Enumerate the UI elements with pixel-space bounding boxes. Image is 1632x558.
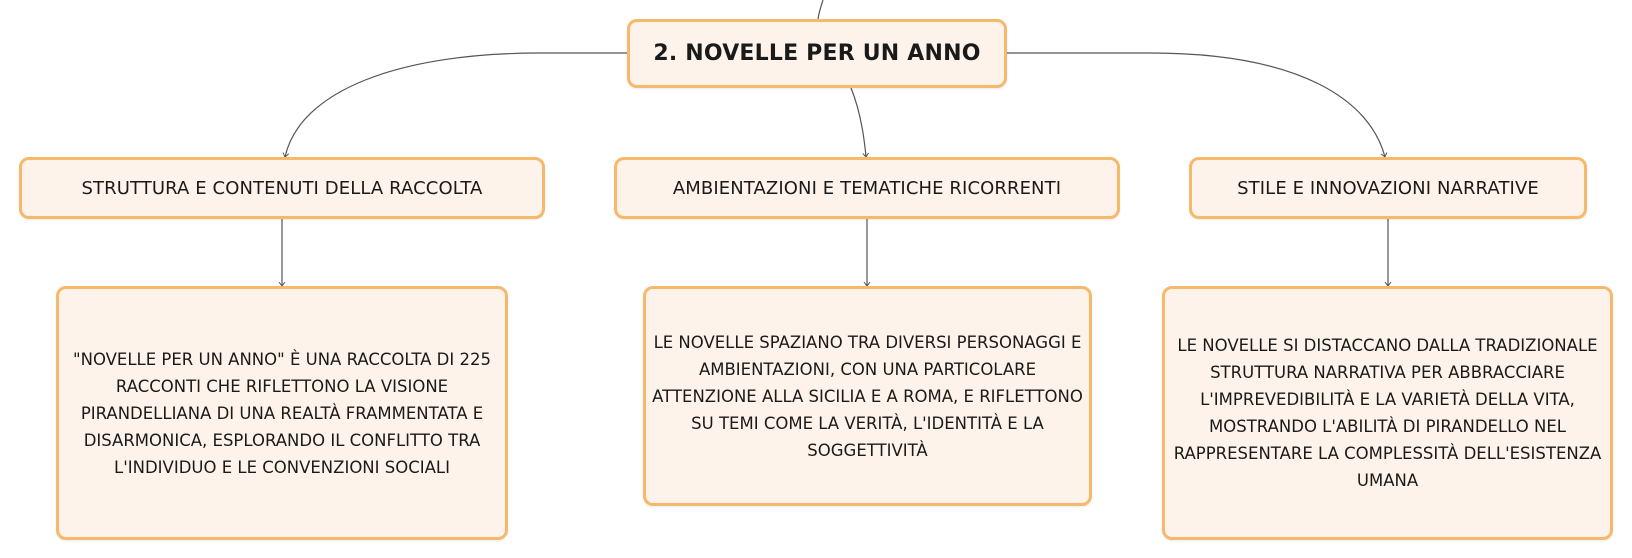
- branch-node-settings-themes[interactable]: [614, 157, 1120, 219]
- detail-node-text: LE NOVELLE SI DISTACCANO DALLA TRADIZIONALE STRUTTURA NARRATIVA PER ABBRACCIARE L'IMPREVEDIBILITÀ E LA VARIETÀ DELLA VITA, MOSTRANDO L'ABILITÀ DI PIRANDELLO NEL RAPPRESENTARE LA COMPLESSITÀ DELL'ESISTENZA UMANA: [1173, 336, 1602, 490]
- branch-node-structure[interactable]: [19, 157, 545, 219]
- connector-parent-to-root: [818, 0, 823, 19]
- detail-node-structure[interactable]: [56, 286, 508, 540]
- connector-root-to-branch-3: [1007, 53, 1385, 157]
- branch-node-label: STILE E INNOVAZIONI NARRATIVE: [1237, 177, 1539, 199]
- detail-node-style[interactable]: [1162, 286, 1613, 540]
- detail-node-text: "NOVELLE PER UN ANNO" È UNA RACCOLTA DI 225 RACCONTI CHE RIFLETTONO LA VISIONE PIRANDELLIANA DI UNA REALTÀ FRAMMENTATA E DISARMONICA, ESPLORANDO IL CONFLITTO TRA L'INDIVIDUO E LE CONVENZIONI SOCIALI: [73, 349, 491, 477]
- detail-node-settings-themes[interactable]: [643, 286, 1092, 506]
- connector-root-to-branch-2: [851, 88, 866, 157]
- branch-node-label: STRUTTURA E CONTENUTI DELLA RACCOLTA: [81, 177, 483, 199]
- root-node[interactable]: [627, 19, 1007, 88]
- branch-node-label: AMBIENTAZIONI E TEMATICHE RICORRENTI: [672, 177, 1062, 199]
- root-node-label: 2. NOVELLE PER UN ANNO: [653, 41, 981, 66]
- detail-node-text: LE NOVELLE SPAZIANO TRA DIVERSI PERSONAGGI E AMBIENTAZIONI, CON UNA PARTICOLARE ATTENZIONE ALLA SICILIA E A ROMA, E RIFLETTONO SU TEMI COME LA VERITÀ, L'IDENTITÀ E LA SOGGETTIVITÀ: [652, 332, 1083, 460]
- branch-node-style[interactable]: [1189, 157, 1587, 219]
- connector-root-to-branch-1: [285, 53, 627, 157]
